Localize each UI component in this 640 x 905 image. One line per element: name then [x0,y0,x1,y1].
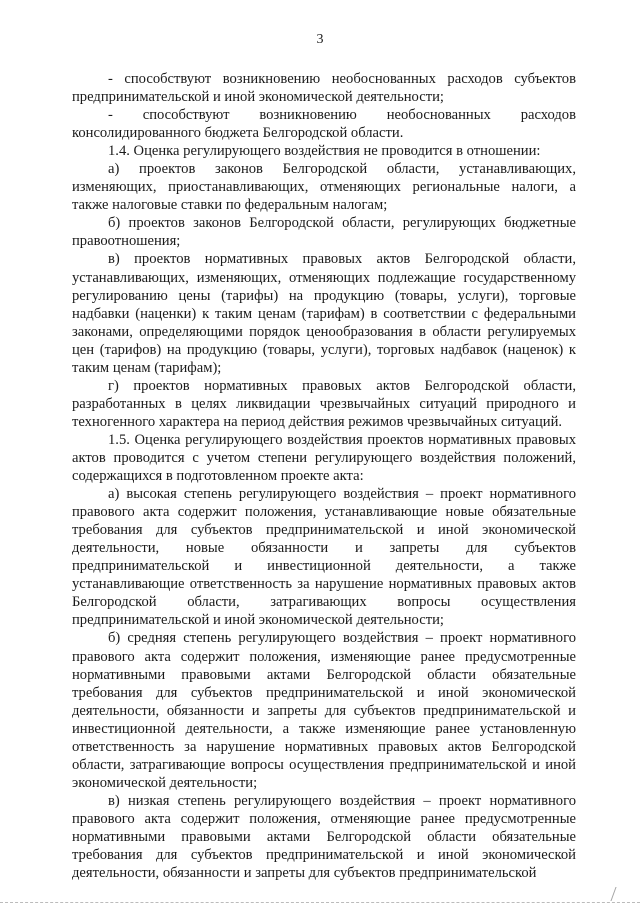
paragraph: в) проектов нормативных правовых актов Белгородской области, устанавливающих, изменяющих, отменяющих подлежащие государственному регулированию цены (тарифы) на продукцию (товары, услуги), торговые надбавки (наценки) к таким ценам (тарифам) в соответствии с федеральными законами, определяющими порядок ценообразования в области регулируемых цен (тарифов) на продукцию (товары, услуги), торговых надбавок (наценок) к таким ценам (тарифам); [72,251,576,376]
paragraph: г) проектов нормативных правовых актов Белгородской области, разработанных в целях ликвидации чрезвычайных ситуаций природного и техногенного характера на период действия режимов чрезвычайных ситуаций. [72,377,576,430]
paragraph: - способствуют возникновению необоснованных расходов консолидированного бюджета Белгородской области. [72,107,576,142]
paragraph: б) проектов законов Белгородской области, регулирующих бюджетные правоотношения; [72,215,576,250]
paragraph: 1.4. Оценка регулирующего воздействия не проводится в отношении: [108,143,541,160]
pen-mark [610,887,628,901]
paragraph: б) средняя степень регулирующего воздействия – проект нормативного правового акта содержит положения, изменяющие ранее предусмотренные нормативными правовыми актами Белгородской области обязательные требования для субъектов предпринимательской и иной экономической деятельности, обязанности и запреты для субъектов предпринимательской и инвестиционной деятельности, а также изменяющие ранее установленную ответственность за нарушение нормативных правовых актов Белгородской области, затрагивающие вопросы осуществления предпринимательской и иной экономической деятельности; [72,630,576,791]
paragraph: а) высокая степень регулирующего воздействия – проект нормативного правового акта содержит положения, устанавливающие новые обязательные требования для субъектов предпринимательской и иной экономической деятельности, новые обязанности и запреты для субъектов предпринимательской и инвестиционной деятельности, а также устанавливающие ответственность за нарушение нормативных правовых актов Белгородской области, затрагивающих вопросы осуществления предпринимательской и иной экономической деятельности; [72,486,576,629]
document-body [72,70,576,882]
paragraph: а) проектов законов Белгородской области, устанавливающих, изменяющих, приостанавливающих, отменяющих региональные налоги, а также налоговые ставки по федеральным налогам; [72,161,576,214]
paragraph: - способствуют возникновению необоснованных расходов субъектов предпринимательской и иной экономической деятельности; [72,71,576,106]
paragraph: в) низкая степень регулирующего воздействия – проект нормативного правового акта содержит положения, отменяющие ранее предусмотренные нормативными правовыми актами Белгородской области обязательные требования для субъектов предпринимательской и иной экономической деятельности, обязанности и запреты для субъектов предпринимательской [72,792,576,882]
paragraph: 1.5. Оценка регулирующего воздействия проектов нормативных правовых актов проводится с учетом степени регулирующего воздействия положений, содержащихся в подготовленном проекте акта: [72,431,576,485]
scan-edge-line [0,902,640,903]
page-number: 3 [316,32,324,47]
